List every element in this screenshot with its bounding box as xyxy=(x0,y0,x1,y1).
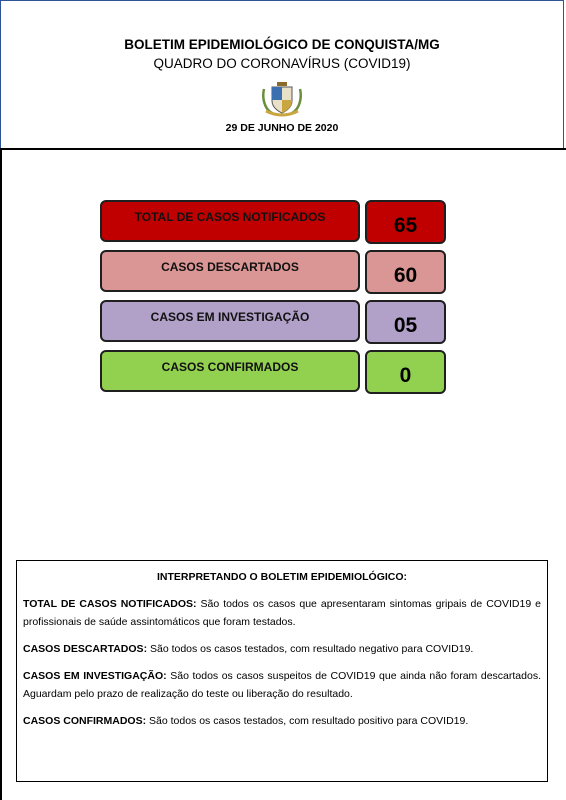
definition-confirmed xyxy=(23,712,541,730)
investigating-value: 05 xyxy=(365,300,446,344)
total-notified-value: 65 xyxy=(365,200,446,244)
definition-term: CASOS CONFIRMADOS: xyxy=(23,715,147,727)
bulletin-title: BOLETIM EPIDEMIOLÓGICO DE CONQUISTA/MG xyxy=(124,37,440,52)
definition-text: São todos os casos que apresentaram sintomas gripais de COVID19 e profissionais de saúde assintomáticos que foram testados. xyxy=(23,598,541,628)
interpretation-title: INTERPRETANDO O BOLETIM EPIDEMIOLÓGICO: xyxy=(156,571,408,583)
municipal-crest-icon xyxy=(260,81,304,117)
bulletin-subtitle: QUADRO DO CORONAVÍRUS (COVID19) xyxy=(153,56,411,71)
bulletin-header xyxy=(0,0,564,148)
definition-term: TOTAL DE CASOS NOTIFICADOS: xyxy=(23,598,197,610)
discarded-label: CASOS DESCARTADOS xyxy=(100,250,360,292)
bulletin-date: 29 DE JUNHO DE 2020 xyxy=(225,122,339,134)
definition-text: São todos os casos testados, com resultado positivo para COVID19. xyxy=(146,715,469,727)
definition-text: São todos os casos testados, com resultado negativo para COVID19. xyxy=(147,643,474,655)
definition-discarded xyxy=(23,640,541,658)
definition-investigating xyxy=(23,667,541,703)
interpretation-box xyxy=(16,560,548,782)
confirmed-label: CASOS CONFIRMADOS xyxy=(100,350,360,392)
discarded-value: 60 xyxy=(365,250,446,294)
definition-text: São todos os casos suspeitos de COVID19 que ainda não foram descartados. Aguardam pelo prazo de realização do teste ou liberação do resultado. xyxy=(23,670,541,700)
definition-term: CASOS DESCARTADOS: xyxy=(23,643,148,655)
investigating-label: CASOS EM INVESTIGAÇÃO xyxy=(100,300,360,342)
definition-term: CASOS EM INVESTIGAÇÃO: xyxy=(23,670,167,682)
definition-total-notified xyxy=(23,595,541,631)
confirmed-value: 0 xyxy=(365,350,446,394)
total-notified-label: TOTAL DE CASOS NOTIFICADOS xyxy=(100,200,360,242)
